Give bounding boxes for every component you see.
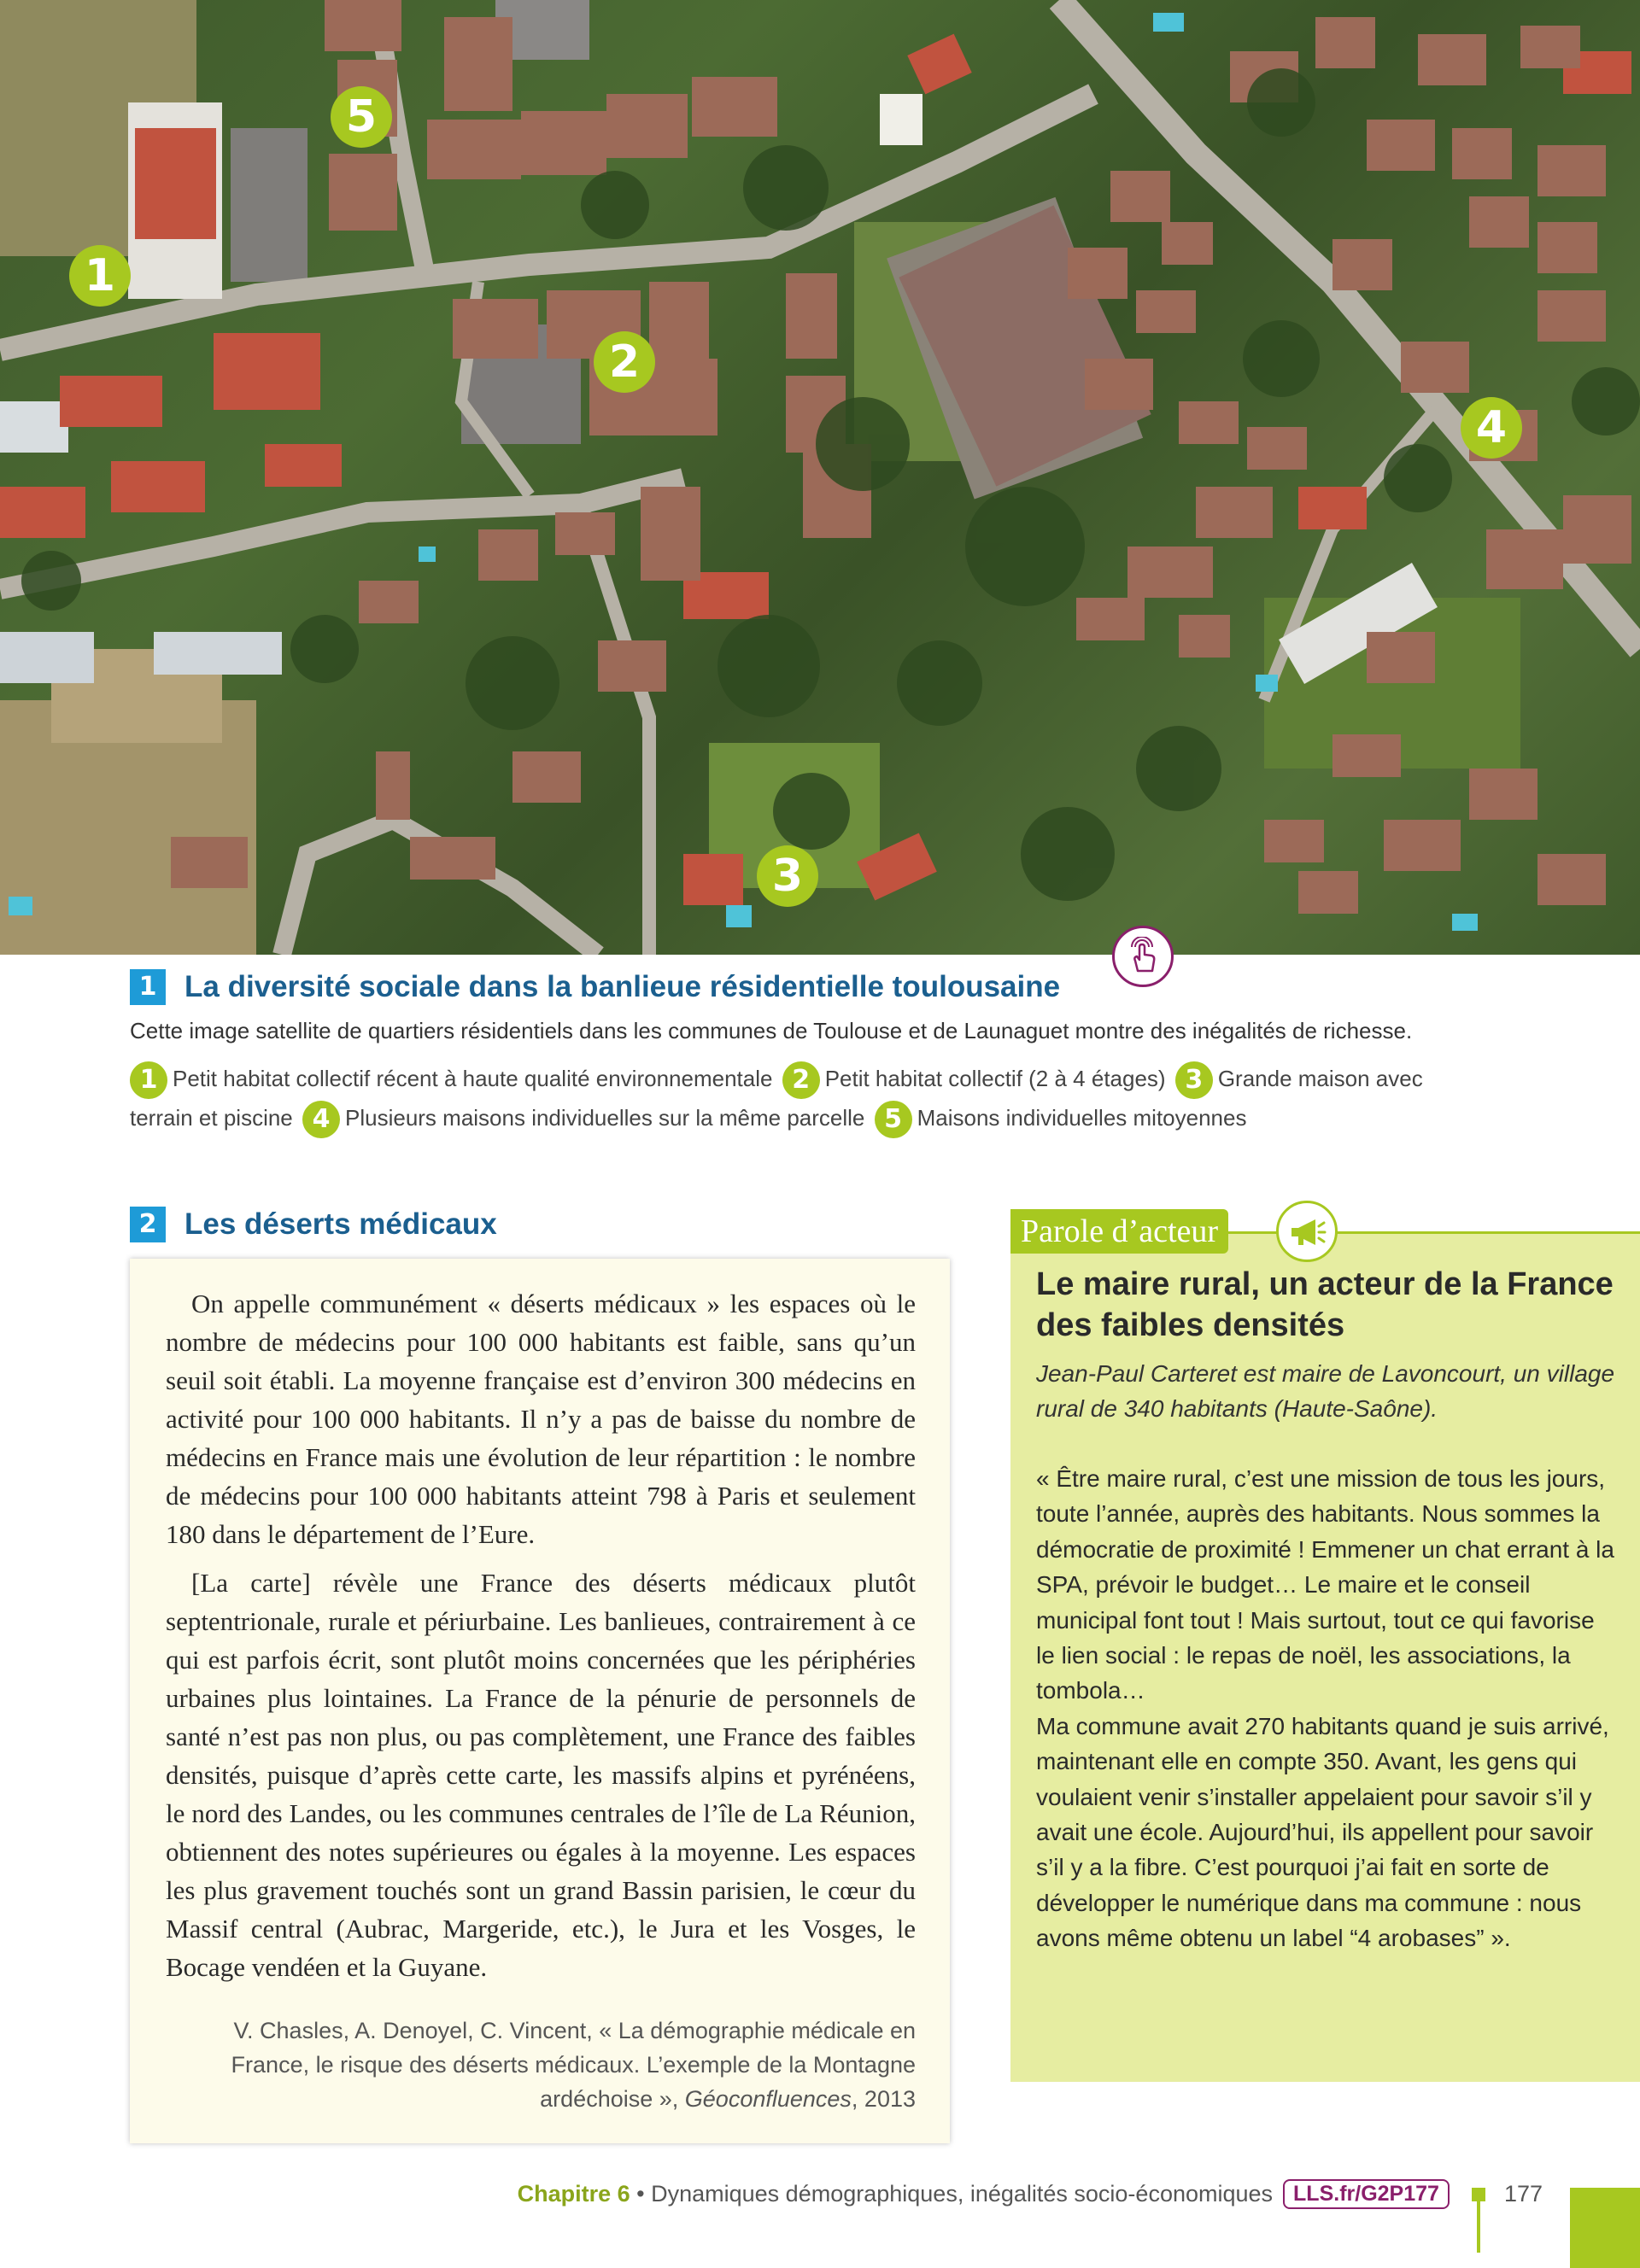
doc2-source-journal: Géoconfluences [684, 2086, 852, 2112]
interactive-touch-button[interactable] [1112, 926, 1174, 987]
map-marker-1: 1 [69, 245, 131, 307]
legend-marker-5: 5 [875, 1101, 912, 1138]
legend-text-4: Plusieurs maisons individuelles sur la même parcelle [345, 1105, 865, 1131]
doc2-paragraph-1: On appelle communément « déserts médicaux » les espaces où le nombre de médecins pour 100 000 habitants est faible, sans qu’un seuil soit établi. La moyenne française est d’environ 300 médecins en activité pour 100 000 habitants. Il n’y a pas de baisse du nombre de médecins en France mais une évolution de leur répartition : le nombre de médecins pour 100 000 habitants atteint 798 à Paris et seulement 180 dans le département de l’Eure. [166, 1289, 916, 1549]
acteur-quote-paragraph-2: Ma commune avait 270 habitants quand je suis arrivé, maintenant elle en compte 350. Avant, les gens qui voulaient venir s’installer appelaient pour savoir s’il y avait une école. Aujourd’hui, ils appellent pour savoir s’il y a la fibre. C’est pourquoi j’ai fait en sorte de développer le numérique dans ma commune : nous avons même obtenu un label “4 arobases” ». [1036, 1712, 1609, 1952]
acteur-tab-label: Parole d’acteur [1010, 1209, 1228, 1254]
legend-marker-2: 2 [782, 1061, 820, 1099]
doc2-number: 2 [130, 1207, 166, 1242]
legend-marker-3: 3 [1175, 1061, 1213, 1099]
megaphone-badge [1276, 1201, 1338, 1262]
legend-marker-1: 1 [130, 1061, 167, 1099]
acteur-title: Le maire rural, un acteur de la France des faibles densités [1036, 1266, 1614, 1343]
legend-text-3: Grande maison avec [1217, 1066, 1423, 1091]
doc1-caption: Cette image satellite de quartiers résidentiels dans les communes de Toulouse et de Launaguet montre des inégalités de richesse. [130, 1018, 1413, 1043]
doc1-title: La diversité sociale dans la banlieue résidentielle toulousaine [184, 970, 1061, 1003]
map-marker-5: 5 [331, 86, 392, 148]
doc1-header [130, 969, 1060, 1005]
doc2-paragraph-2: [La carte] révèle une France des déserts médicaux plutôt septentrionale, rurale et périurbaine. Les banlieues, contrairement à ce qui est parfois écrit, sont plutôt moins concernées que les périphéries urbaines plus lointaines. La France de la pénurie de personnels de santé n’est pas non plus, ou pas complètement, une France des faibles densités, puisque d’après cette carte, les massifs alpins et pyrénéens, le nord des Landes, ou les communes centrales de l’île de La Réunion, obtiennent des notes supérieures ou égales à la moyenne. Les espaces les plus gravement touchés sont un grand Bassin parisien, le cœur du Massif central (Aubrac, Margeride, etc.), le Jura et les Vosges, le Bocage vendéen et la Guyane. [166, 1568, 916, 1982]
doc2-title: Les déserts médicaux [184, 1207, 497, 1241]
page-footer [518, 2179, 1543, 2209]
page-corner-tab [1570, 2188, 1640, 2268]
map-marker-3: 3 [757, 845, 818, 907]
satellite-map-drawing [0, 0, 1640, 955]
doc2-source-authors: V. Chasles, A. Denoyel, C. Vincent, « La démographie médicale en France, le risque des déserts médicaux. L’exemple de la Montagne ardéchoise », [231, 2018, 916, 2112]
footer-chapter: Chapitre 6 [517, 2181, 630, 2207]
footer-separator: • [630, 2181, 652, 2207]
legend-marker-4: 4 [302, 1101, 340, 1138]
page-number: 177 [1503, 2181, 1543, 2207]
legend-text-5: Maisons individuelles mitoyennes [917, 1105, 1247, 1131]
page-tick-marker [1472, 2188, 1485, 2201]
legend-text-3-cont: terrain et piscine [130, 1105, 293, 1131]
doc2-source-year: , 2013 [851, 2086, 916, 2112]
megaphone-icon [1286, 1211, 1327, 1252]
doc2-header [130, 1207, 497, 1242]
satellite-image [0, 0, 1640, 955]
legend-text-1: Petit habitat collectif récent à haute qualité environnementale [173, 1066, 773, 1091]
acteur-quote [1036, 1461, 1617, 1956]
doc2-source [164, 2014, 916, 2116]
footer-subtitle: Dynamiques démographiques, inégalités socio-économiques [651, 2181, 1274, 2207]
acteur-intro: Jean-Paul Carteret est maire de Lavoncourt, un village rural de 340 habitants (Haute-Saône). [1036, 1360, 1615, 1422]
map-marker-2: 2 [594, 331, 655, 393]
doc2-text-box [130, 1259, 950, 2143]
doc1-number: 1 [130, 969, 166, 1005]
doc1-legend-line-2 [130, 1098, 1246, 1138]
legend-text-2: Petit habitat collectif (2 à 4 étages) [824, 1066, 1166, 1091]
footer-lls-link[interactable]: LLS.fr/G2P177 [1283, 2179, 1450, 2209]
map-marker-4: 4 [1461, 397, 1522, 459]
tap-hand-icon [1123, 937, 1163, 976]
doc1-legend-line-1 [130, 1059, 1423, 1099]
acteur-quote-paragraph-1: « Être maire rural, c’est une mission de tous les jours, toute l’année, auprès des habitants. Nous sommes la démocratie de proximité ! Emmener un chat errant à la SPA, prévoir le budget… Le maire et le conseil municipal font tout ! Mais surtout, tout ce qui favorise le lien social : le repas de noël, les associations, la tombola… [1036, 1465, 1614, 1704]
